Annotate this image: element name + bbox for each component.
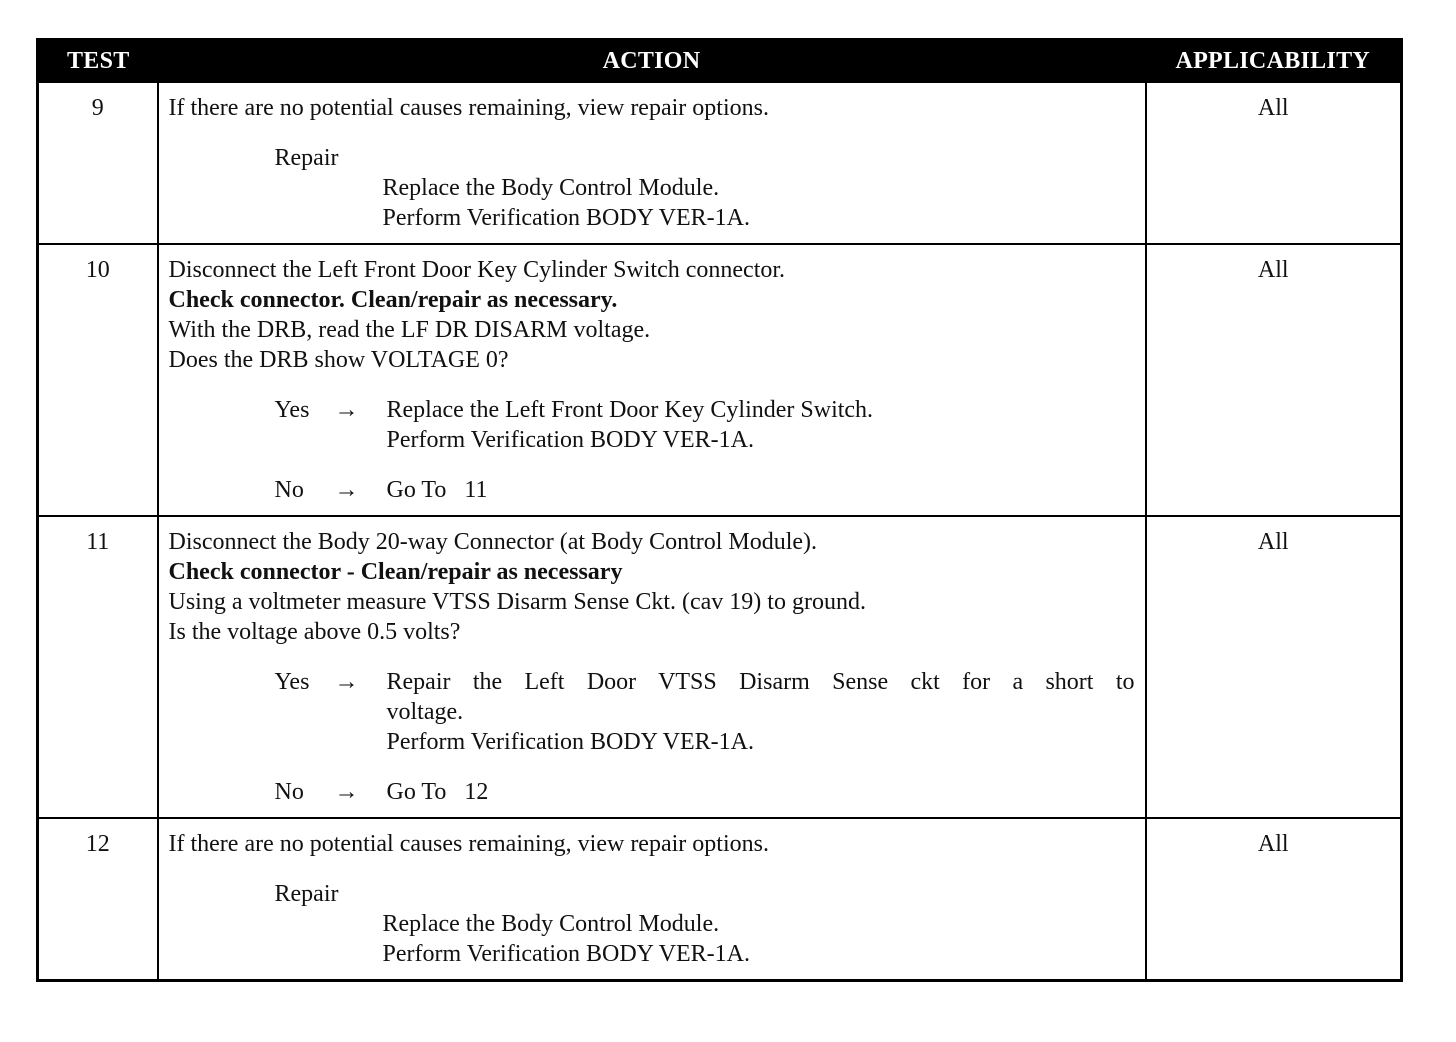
- arrow-right-icon: →: [334, 779, 359, 805]
- action-intro: If there are no potential causes remaining, view repair options.: [168, 831, 769, 857]
- action-line: With the DRB, read the LF DR DISARM voltage.: [168, 317, 651, 343]
- action-line: Disconnect the Body 20-way Connector (at Body Control Module).: [168, 529, 818, 555]
- table-row-test-11: [38, 516, 1402, 818]
- repair-label: Repair: [274, 145, 339, 171]
- action-cell: [158, 818, 1146, 980]
- header-applicability: APPLICABILITY: [1146, 40, 1402, 83]
- repair-label: Repair: [274, 881, 339, 907]
- header-test: TEST: [38, 40, 158, 83]
- yes-label: Yes: [274, 669, 310, 695]
- applicability-value: All: [1146, 244, 1402, 516]
- goto-label: Go To: [386, 779, 447, 805]
- yes-branch: [169, 395, 1135, 455]
- table-row-test-10: [38, 244, 1402, 516]
- applicability-value: All: [1146, 818, 1402, 980]
- yes-step: Repair the Left Door VTSS Disarm Sense ckt for a short to: [386, 669, 1135, 695]
- yes-step: voltage.: [386, 699, 464, 725]
- action-cell: [158, 516, 1146, 818]
- goto-target: 11: [464, 477, 488, 503]
- applicability-value: All: [1146, 82, 1402, 244]
- action-line: Using a voltmeter measure VTSS Disarm Sense Ckt. (cav 19) to ground.: [168, 589, 866, 615]
- yes-step: Perform Verification BODY VER-1A.: [386, 729, 754, 755]
- applicability-value: All: [1146, 516, 1402, 818]
- no-label: No: [274, 477, 304, 503]
- action-line: Does the DRB show VOLTAGE 0?: [168, 347, 509, 373]
- goto-target: 12: [464, 779, 489, 805]
- repair-step: Perform Verification BODY VER-1A.: [382, 941, 750, 967]
- repair-step: Replace the Body Control Module.: [382, 175, 720, 201]
- action-line-bold: Check connector. Clean/repair as necessary.: [168, 287, 618, 313]
- action-cell: [158, 82, 1146, 244]
- test-number: 11: [38, 516, 158, 818]
- yes-branch: [169, 667, 1135, 757]
- diagnostic-test-table-sheet: [36, 38, 1400, 982]
- yes-step: Replace the Left Front Door Key Cylinder Switch.: [386, 397, 874, 423]
- diagnostic-test-table: [36, 38, 1403, 982]
- goto-label: Go To: [386, 477, 447, 503]
- arrow-right-icon: →: [334, 669, 359, 695]
- arrow-right-icon: →: [334, 477, 359, 503]
- action-line: Is the voltage above 0.5 volts?: [168, 619, 461, 645]
- yes-step: Perform Verification BODY VER-1A.: [386, 427, 754, 453]
- action-line: Disconnect the Left Front Door Key Cylinder Switch connector.: [168, 257, 786, 283]
- repair-step: Perform Verification BODY VER-1A.: [382, 205, 750, 231]
- test-number: 10: [38, 244, 158, 516]
- no-label: No: [274, 779, 304, 805]
- repair-step: Replace the Body Control Module.: [382, 911, 720, 937]
- action-intro: If there are no potential causes remaining, view repair options.: [168, 95, 769, 121]
- table-row-test-12: [38, 818, 1402, 980]
- no-branch: [169, 777, 1135, 807]
- arrow-right-icon: →: [334, 397, 359, 423]
- action-cell: [158, 244, 1146, 516]
- action-line-bold: Check connector - Clean/repair as necessary: [168, 559, 623, 585]
- table-header-row: [38, 40, 1402, 83]
- table-row-test-9: [38, 82, 1402, 244]
- yes-label: Yes: [274, 397, 310, 423]
- test-number: 12: [38, 818, 158, 980]
- no-branch: [169, 475, 1135, 505]
- header-action: ACTION: [158, 40, 1146, 83]
- test-number: 9: [38, 82, 158, 244]
